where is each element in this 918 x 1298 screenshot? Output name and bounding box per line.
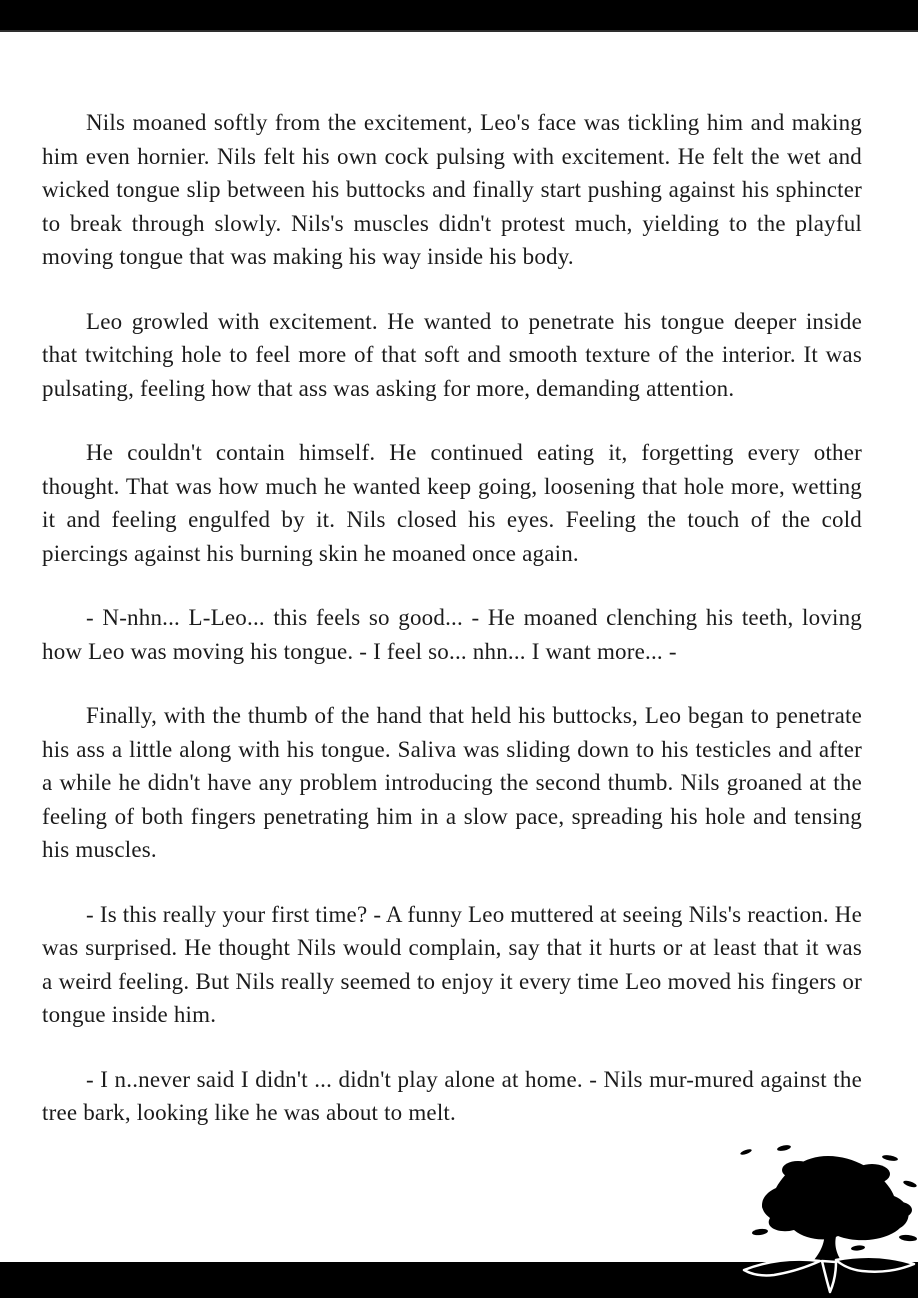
paragraph-2: Leo growled with excitement. He wanted to penetrate his tongue deeper inside that twitching hole to feel more of that soft and smooth texture of the interior. It was pulsating, feeling how that ass was asking for more, demanding attention. [42,308,862,401]
paragraph-7: - I n..never said I didn't ... didn't play alone at home. - Nils mur-mured against the tree bark, looking like he was about to melt. [42,1066,862,1125]
paragraph-4: - N-nhn... L-Leo... this feels so good... - He moaned clenching his teeth, loving how Leo was moving his tongue. - I feel so... nhn... I want more... - [42,605,862,664]
paragraph-6: - Is this really your first time? - A funny Leo muttered at seeing Nils's reaction. He was surprised. He thought Nils would complain, say that it hurts or at least that it was a weird feeling. But Nils really seemed to enjoy it every time Leo moved his fingers or tongue inside him. [42,901,862,1027]
page-text [42,106,862,1161]
paragraph-1: Nils moaned softly from the excitement, Leo's face was tickling him and making him even hornier. Nils felt his own cock pulsing with excitement. He felt the wet and wicked tongue slip between his buttocks and finally start pushing against his sphincter to break through slowly. Nils's muscles didn't protest much, yielding to the playful moving tongue that was making his way inside his body. [42,110,862,269]
tree-logo-icon [740,1140,918,1298]
top-border-bar [0,0,918,32]
paragraph-3: He couldn't contain himself. He continued eating it, forgetting every other thought. That was how much he wanted keep going, loosening that hole more, wetting it and feeling engulfed by it. Nils closed his eyes. Feeling the touch of the cold piercings against his burning skin he moaned once again. [42,440,862,566]
paragraph-5: Finally, with the thumb of the hand that held his buttocks, Leo began to penetrate his ass a little along with his tongue. Saliva was sliding down to his testicles and after a while he didn't have any problem introducing the second thumb. Nils groaned at the feeling of both fingers penetrating him in a slow pace, spreading his hole and tensing his muscles. [42,703,862,862]
